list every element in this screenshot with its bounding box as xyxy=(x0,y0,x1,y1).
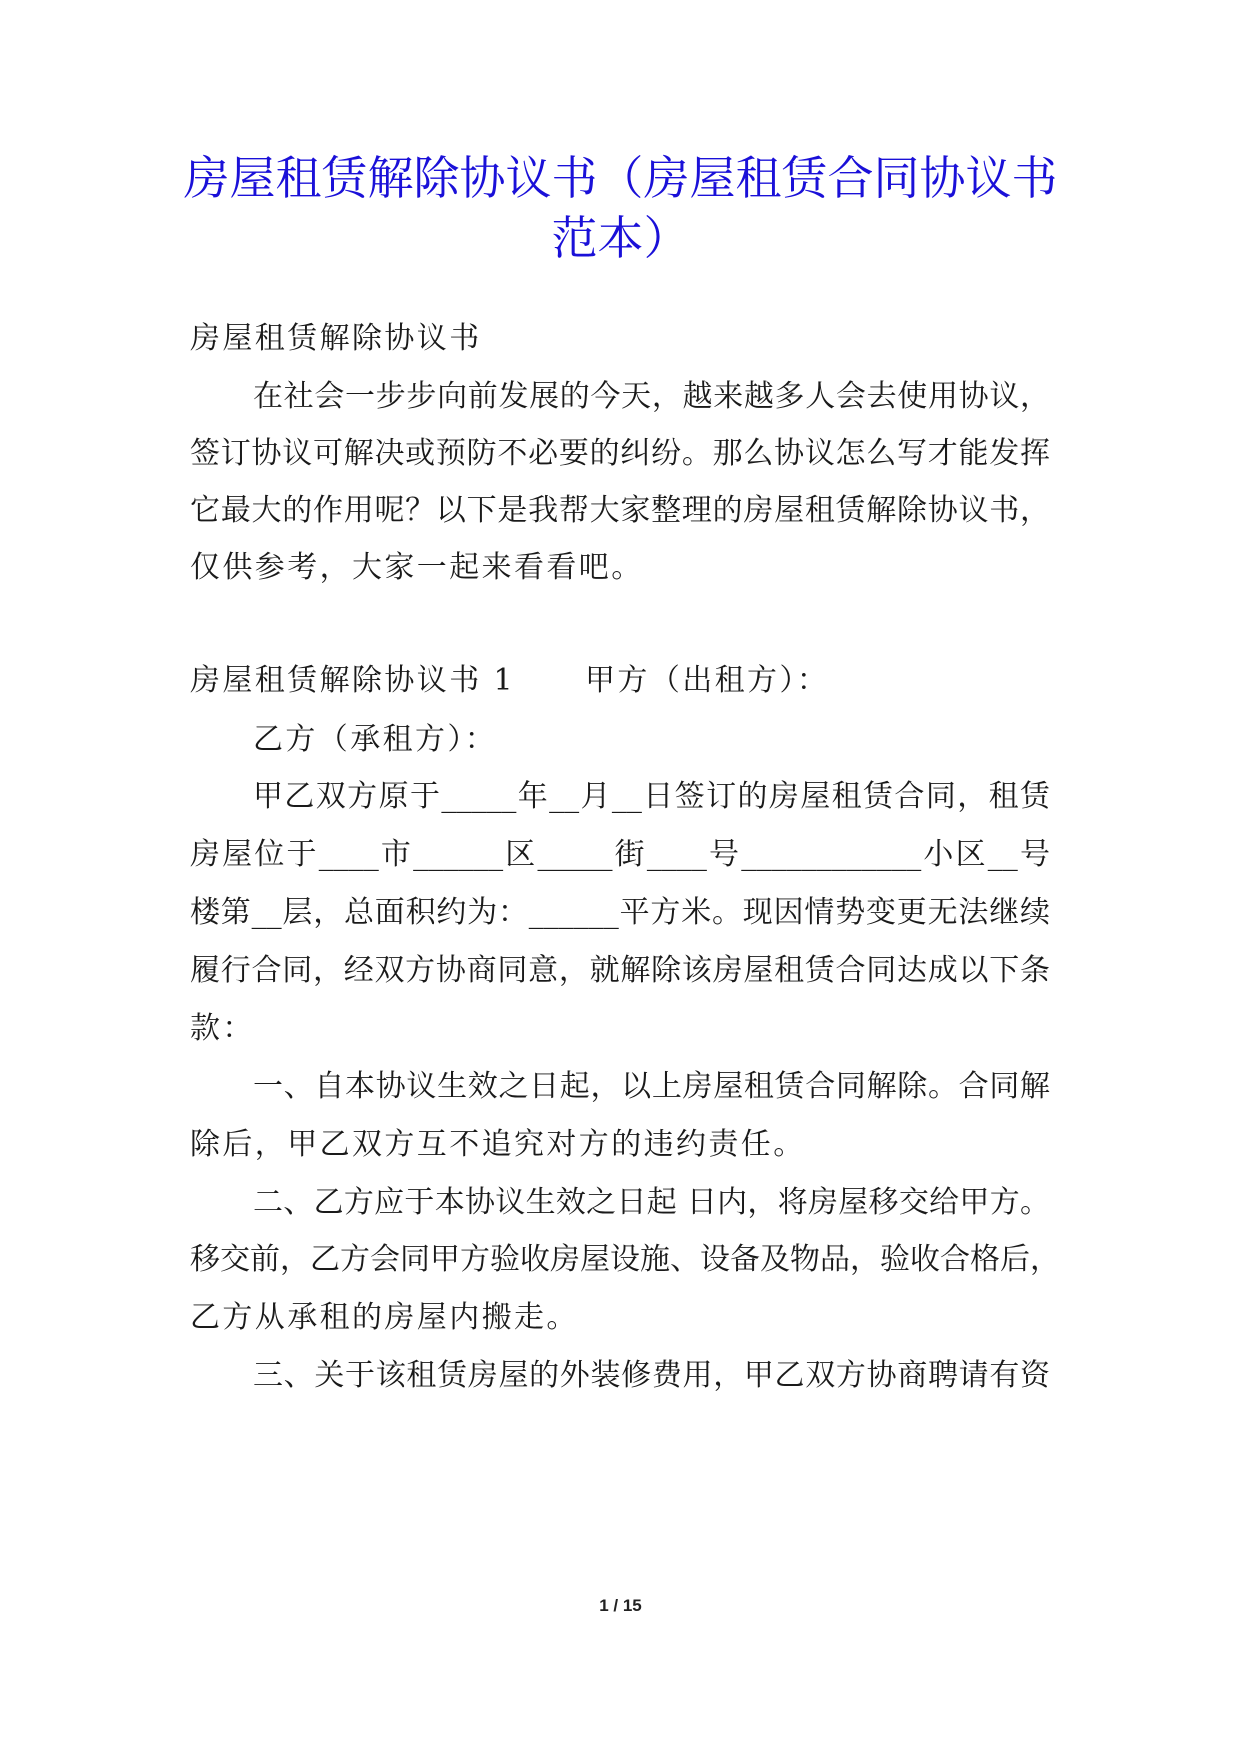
party-a-label: 甲方（出租方）： xyxy=(585,663,830,698)
intro-line-4: 仅供参考，大家一起来看看吧。 xyxy=(190,550,644,585)
clause-1-line-2: 除后，甲乙双方互不追究对方的违约责任。 xyxy=(190,1127,806,1162)
intro-line-2: 签订协议可解决或预防不必要的纠纷。那么协议怎么写才能发挥 xyxy=(190,436,1050,471)
clause-2-line-1: 二、乙方应于本协议生效之日起 日内，将房屋移交给甲方。 xyxy=(253,1185,1050,1220)
body-line-5: 款： xyxy=(190,1011,255,1046)
intro-line-1: 在社会一步步向前发展的今天，越来越多人会去使用协议， xyxy=(253,379,1050,414)
section-1-heading: 房屋租赁解除协议书 1 xyxy=(190,663,516,698)
body-line-1: 甲乙双方原于_____年__月__日签订的房屋租赁合同，租赁 xyxy=(253,779,1050,814)
page-number: 1 / 15 xyxy=(599,1596,642,1615)
body-line-4: 履行合同，经双方协商同意，就解除该房屋租赁合同达成以下条 xyxy=(190,953,1050,988)
clause-2-line-2: 移交前，乙方会同甲方验收房屋设施、设备及物品，验收合格后， xyxy=(190,1242,1060,1277)
subtitle: 房屋租赁解除协议书 xyxy=(190,321,482,356)
body-line-2: 房屋位于____市______区_____街____号____________小区__号 xyxy=(190,837,1050,872)
title-line-2: 范本） xyxy=(551,211,690,265)
title-line-1: 房屋租赁解除协议书（房屋租赁合同协议书 xyxy=(183,151,1058,205)
party-b-label: 乙方（承租方）： xyxy=(253,722,498,757)
intro-line-3: 它最大的作用呢？以下是我帮大家整理的房屋租赁解除协议书， xyxy=(190,493,1050,528)
document-title xyxy=(150,148,1091,268)
clause-2-line-3: 乙方从承租的房屋内搬走。 xyxy=(190,1300,579,1335)
body-line-3: 楼第__层，总面积约为：______平方米。现因情势变更无法继续 xyxy=(190,895,1050,930)
section-heading-row xyxy=(190,661,829,701)
clause-3-line-1: 三、关于该租赁房屋的外装修费用，甲乙双方协商聘请有资 xyxy=(253,1358,1050,1393)
clause-1-line-1: 一、自本协议生效之日起，以上房屋租赁合同解除。合同解 xyxy=(253,1069,1050,1104)
